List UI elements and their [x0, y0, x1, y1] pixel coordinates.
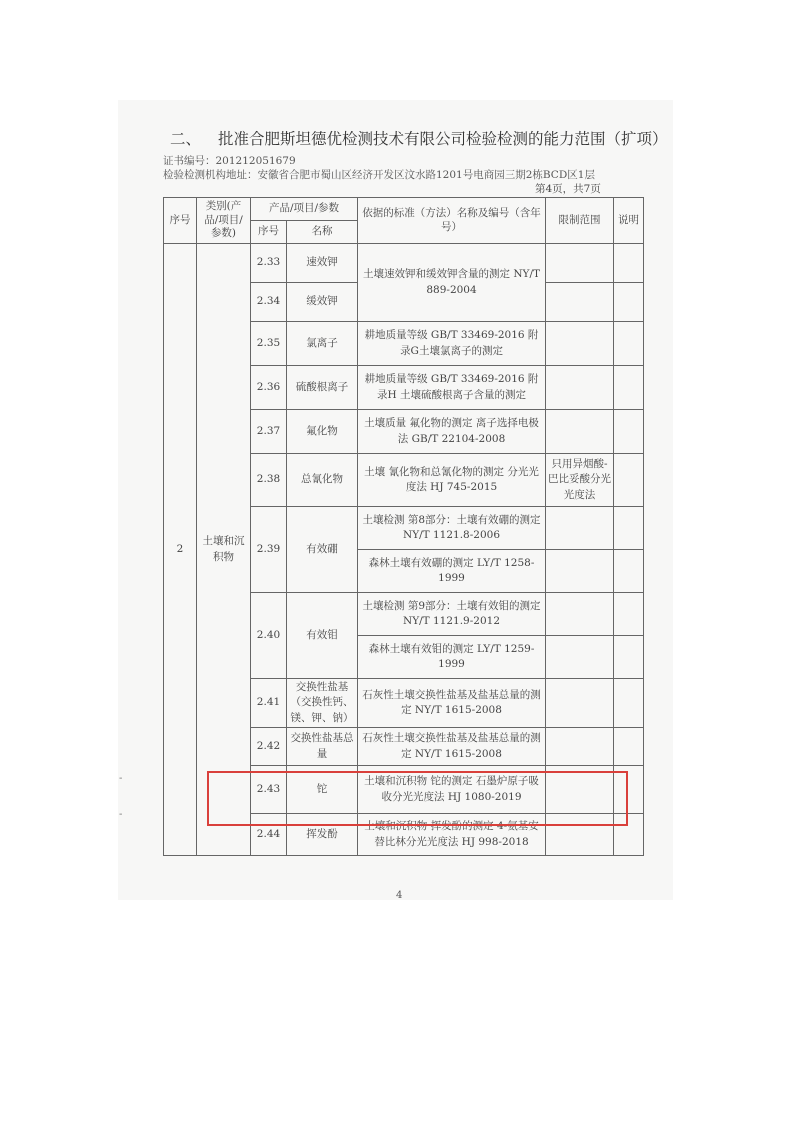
header-sub-seq: 序号 — [251, 221, 287, 244]
margin-mark: - — [119, 773, 123, 784]
item-name: 氯离子 — [287, 322, 358, 366]
item-note — [614, 550, 644, 593]
item-limit — [546, 728, 614, 766]
item-name: 有效钼 — [287, 593, 358, 679]
item-limit — [546, 593, 614, 636]
item-limit: 只用异烟酸-巴比妥酸分光光度法 — [546, 454, 614, 507]
item-note — [614, 636, 644, 679]
section-heading — [170, 127, 668, 149]
header-product-group: 产品/项目/参数 — [251, 198, 358, 221]
item-standard: 土壤质量 氟化物的测定 离子选择电极法 GB/T 22104-2008 — [358, 410, 546, 454]
table-header-row — [164, 198, 644, 221]
margin-mark: - — [119, 809, 123, 820]
item-name: 速效钾 — [287, 244, 358, 283]
item-number: 2.34 — [251, 283, 287, 322]
item-note — [614, 679, 644, 728]
item-name: 缓效钾 — [287, 283, 358, 322]
item-name: 总氰化物 — [287, 454, 358, 507]
item-limit — [546, 507, 614, 550]
item-limit — [546, 244, 614, 283]
item-standard: 森林土壤有效钼的测定 LY/T 1259-1999 — [358, 636, 546, 679]
item-number: 2.41 — [251, 679, 287, 728]
item-number: 2.44 — [251, 814, 287, 856]
item-standard: 土壤 氰化物和总氰化物的测定 分光光度法 HJ 745-2015 — [358, 454, 546, 507]
group-category: 土壤和沉积物 — [197, 244, 251, 856]
item-number: 2.37 — [251, 410, 287, 454]
header-limit: 限制范围 — [546, 198, 614, 244]
item-limit — [546, 636, 614, 679]
item-limit — [546, 366, 614, 410]
group-seq: 2 — [164, 244, 197, 856]
item-standard: 土壤检测 第9部分：土壤有效钼的测定 NY/T 1121.9-2012 — [358, 593, 546, 636]
item-note — [614, 454, 644, 507]
item-note — [614, 366, 644, 410]
item-limit — [546, 679, 614, 728]
highlight-box — [207, 771, 628, 826]
item-standard: 石灰性土壤交换性盐基及盐基总量的测定 NY/T 1615-2008 — [358, 728, 546, 766]
item-number: 2.42 — [251, 728, 287, 766]
header-standard: 依据的标准（方法）名称及编号（含年号） — [358, 198, 546, 244]
section-title: 批准合肥斯坦德优检测技术有限公司检验检测的能力范围（扩项） — [218, 130, 668, 148]
item-standard: 耕地质量等级 GB/T 33469-2016 附录H 土壤硫酸根离子含量的测定 — [358, 366, 546, 410]
item-name: 铊 — [287, 766, 358, 814]
item-name: 交换性盐基（交换性钙、镁、钾、钠） — [287, 679, 358, 728]
certificate-number: 证书编号：201212051679 — [163, 155, 296, 167]
item-limit — [546, 283, 614, 322]
item-note — [614, 244, 644, 283]
institution-address: 检验检测机构地址：安徽省合肥市蜀山区经济开发区汶水路1201号电商园三期2栋BCD区1层 — [163, 169, 595, 181]
header-seq: 序号 — [164, 198, 197, 244]
item-number: 2.40 — [251, 593, 287, 679]
item-note — [614, 593, 644, 636]
item-name: 硫酸根离子 — [287, 366, 358, 410]
table-row — [164, 244, 644, 283]
item-number: 2.33 — [251, 244, 287, 283]
item-standard: 石灰性土壤交换性盐基及盐基总量的测定 NY/T 1615-2008 — [358, 679, 546, 728]
item-standard: 土壤检测 第8部分：土壤有效硼的测定 NY/T 1121.8-2006 — [358, 507, 546, 550]
item-number: 2.36 — [251, 366, 287, 410]
item-note — [614, 728, 644, 766]
page-number: 4 — [396, 890, 403, 901]
item-number: 2.38 — [251, 454, 287, 507]
item-number: 2.35 — [251, 322, 287, 366]
header-category: 类别(产品/项目/参数) — [197, 198, 251, 244]
item-name: 交换性盐基总量 — [287, 728, 358, 766]
item-limit — [546, 550, 614, 593]
item-name: 挥发酚 — [287, 814, 358, 856]
item-standard: 土壤和沉积物 挥发酚的测定 4-氨基安替比林分光光度法 HJ 998-2018 — [358, 814, 546, 856]
header-name: 名称 — [287, 221, 358, 244]
item-note — [614, 322, 644, 366]
header-note: 说明 — [614, 198, 644, 244]
item-note — [614, 507, 644, 550]
item-number: 2.43 — [251, 766, 287, 814]
section-number: 二、 — [170, 130, 202, 148]
item-name: 氟化物 — [287, 410, 358, 454]
item-limit — [546, 410, 614, 454]
item-name: 有效硼 — [287, 507, 358, 593]
item-note — [614, 283, 644, 322]
item-standard: 土壤和沉积物 铊的测定 石墨炉原子吸收分光光度法 HJ 1080-2019 — [358, 766, 546, 814]
item-number: 2.39 — [251, 507, 287, 593]
item-limit — [546, 322, 614, 366]
capability-table — [163, 197, 644, 856]
item-note — [614, 410, 644, 454]
item-standard: 耕地质量等级 GB/T 33469-2016 附录G土壤氯离子的测定 — [358, 322, 546, 366]
item-standard: 土壤速效钾和缓效钾含量的测定 NY/T 889-2004 — [358, 244, 546, 322]
item-standard: 森林土壤有效硼的测定 LY/T 1258-1999 — [358, 550, 546, 593]
page-info: 第4页，共7页 — [535, 183, 601, 195]
